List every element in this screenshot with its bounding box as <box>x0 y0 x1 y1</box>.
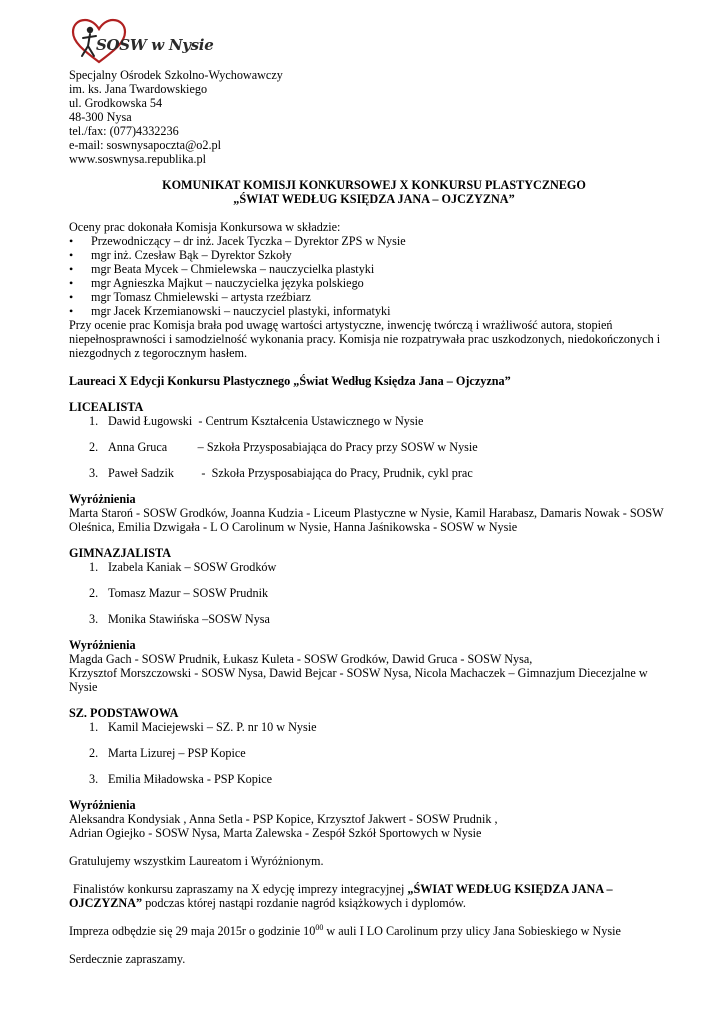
farewell: Serdecznie zapraszamy. <box>69 952 186 966</box>
distinctions-heading: Wyróżnienia <box>69 798 136 812</box>
address-line: Specjalny Ośrodek Szkolno-Wychowawczy <box>69 68 283 82</box>
list-item: • mgr Tomasz Chmielewski – artysta rzeźbiarz <box>69 290 679 304</box>
paragraph-line: Aleksandra Kondysiak , Anna Setla - PSP Kopice, Krzysztof Jakwert - SOSW Prudnik , <box>69 812 498 826</box>
list-item: 1. Kamil Maciejewski – SZ. P. nr 10 w Nysie <box>89 720 317 734</box>
address-line: im. ks. Jana Twardowskiego <box>69 82 208 96</box>
list-item: 2. Marta Lizurej – PSP Kopice <box>89 746 246 760</box>
paragraph-line: niezgodnych z tegorocznym hasłem. <box>69 346 248 360</box>
paragraph-line: Magda Gach - SOSW Prudnik, Łukasz Kuleta - SOSW Grodków, Dawid Gruca - SOSW Nysa, <box>69 652 533 666</box>
laureates-heading: Laureaci X Edycji Konkursu Plastycznego „Świat Według Księdza Jana – Ojczyzna” <box>69 374 511 388</box>
commission-intro: Oceny prac dokonała Komisja Konkursowa w składzie: <box>69 220 341 234</box>
title-line-1: KOMUNIKAT KOMISJI KONKURSOWEJ X KONKURSU PLASTYCZNEGO <box>162 178 586 192</box>
invitation-paragraph: Finalistów konkursu zapraszamy na X edycję imprezy integracyjnej „ŚWIAT WEDŁUG KSIĘDZA JANA – OJCZYZNA” podczas której nastąpi rozdanie nagród książkowych i dyplomów. <box>69 882 613 910</box>
list-item: 1. Dawid Ługowski - Centrum Kształcenia Ustawicznego w Nysie <box>89 414 424 428</box>
event-details: Impreza odbędzie się 29 maja 2015r o godzinie $10^{00}$ w auli I LO Carolinum przy ulicy Jana Sobieskiego w Nysie <box>69 923 621 938</box>
criteria-paragraph <box>69 318 679 360</box>
paragraph-line: Nysie <box>69 680 98 694</box>
category-heading: LICEALISTA <box>69 400 144 414</box>
winners-list <box>69 414 679 480</box>
document-page <box>69 16 679 966</box>
list-item: • mgr inż. Czesław Bąk – Dyrektor Szkoły <box>69 248 679 262</box>
category-sz-podstawowa <box>69 706 679 840</box>
list-item: 3. Emilia Miładowska - PSP Kopice <box>89 772 273 786</box>
list-item: • mgr Jacek Krzemianowski – nauczyciel plastyki, informatyki <box>69 304 679 318</box>
paragraph-line: Marta Staroń - SOSW Grodków, Joanna Kudzia - Liceum Plastyczne w Nysie, Kamil Harabasz, Damaris Nowak - SOSW <box>69 506 664 520</box>
list-item: • mgr Agnieszka Majkut – nauczycielka języka polskiego <box>69 276 679 290</box>
list-item: 1. Izabela Kaniak – SOSW Grodków <box>89 560 277 574</box>
distinctions-heading: Wyróżnienia <box>69 492 136 506</box>
paragraph-line: Przy ocenie prac Komisja brała pod uwagę wartości artystyczne, inwencję twórczą i wrażliwość autora, stopień <box>69 318 613 332</box>
logo-text: SOSW w Nysie <box>96 36 214 54</box>
address-line: www.soswnysa.republika.pl <box>69 152 206 166</box>
list-item: • Przewodniczący – dr inż. Jacek Tyczka – Dyrektor ZPS w Nysie <box>69 234 679 248</box>
list-item: 3. Paweł Sadzik - Szkoła Przysposabiająca do Pracy, Prudnik, cykl prac <box>89 466 473 480</box>
address-line: e-mail: soswnysapoczta@o2.pl <box>69 138 222 152</box>
paragraph-line: Krzysztof Morszczowski - SOSW Nysa, Dawid Bejcar - SOSW Nysa, Nicola Machaczek – Gimnazjum Diecezjalne w <box>69 666 648 680</box>
paragraph-line: Oleśnica, Emilia Dzwigała - L O Carolinum w Nysie, Hanna Jaśnikowska - SOSW w Nysie <box>69 520 518 534</box>
distinctions-heading: Wyróżnienia <box>69 638 136 652</box>
list-item: 2. Anna Gruca – Szkoła Przysposabiająca do Pracy przy SOSW w Nysie <box>89 440 478 454</box>
address-line: 48-300 Nysa <box>69 110 132 124</box>
list-item: 3. Monika Stawińska –SOSW Nysa <box>89 612 270 626</box>
sender-address <box>69 68 679 166</box>
winners-list <box>69 720 679 786</box>
logo <box>69 16 219 68</box>
commission-members <box>69 234 679 318</box>
paragraph-line: niepełnosprawności i samodzielność wykonania pracy. Komisja nie rozpatrywała prac uszkodzonych, niedokończonych i <box>69 332 661 346</box>
category-gimnazjalista <box>69 546 679 694</box>
category-heading: SZ. PODSTAWOWA <box>69 706 179 720</box>
winners-list <box>69 560 679 626</box>
paragraph-line: Adrian Ogiejko - SOSW Nysa, Marta Zalewska - Zespół Szkół Sportowych w Nysie <box>69 826 482 840</box>
congratulations: Gratulujemy wszystkim Laureatom i Wyróżnionym. <box>69 854 324 868</box>
category-heading: GIMNAZJALISTA <box>69 546 172 560</box>
category-licealista <box>69 400 679 534</box>
address-line: tel./fax: (077)4332236 <box>69 124 179 138</box>
list-item: 2. Tomasz Mazur – SOSW Prudnik <box>89 586 269 600</box>
title-line-2: „ŚWIAT WEDŁUG KSIĘDZA JANA – OJCZYZNA” <box>233 192 515 206</box>
document-title <box>69 178 679 206</box>
address-line: ul. Grodkowska 54 <box>69 96 163 110</box>
list-item: • mgr Beata Mycek – Chmielewska – nauczycielka plastyki <box>69 262 679 276</box>
